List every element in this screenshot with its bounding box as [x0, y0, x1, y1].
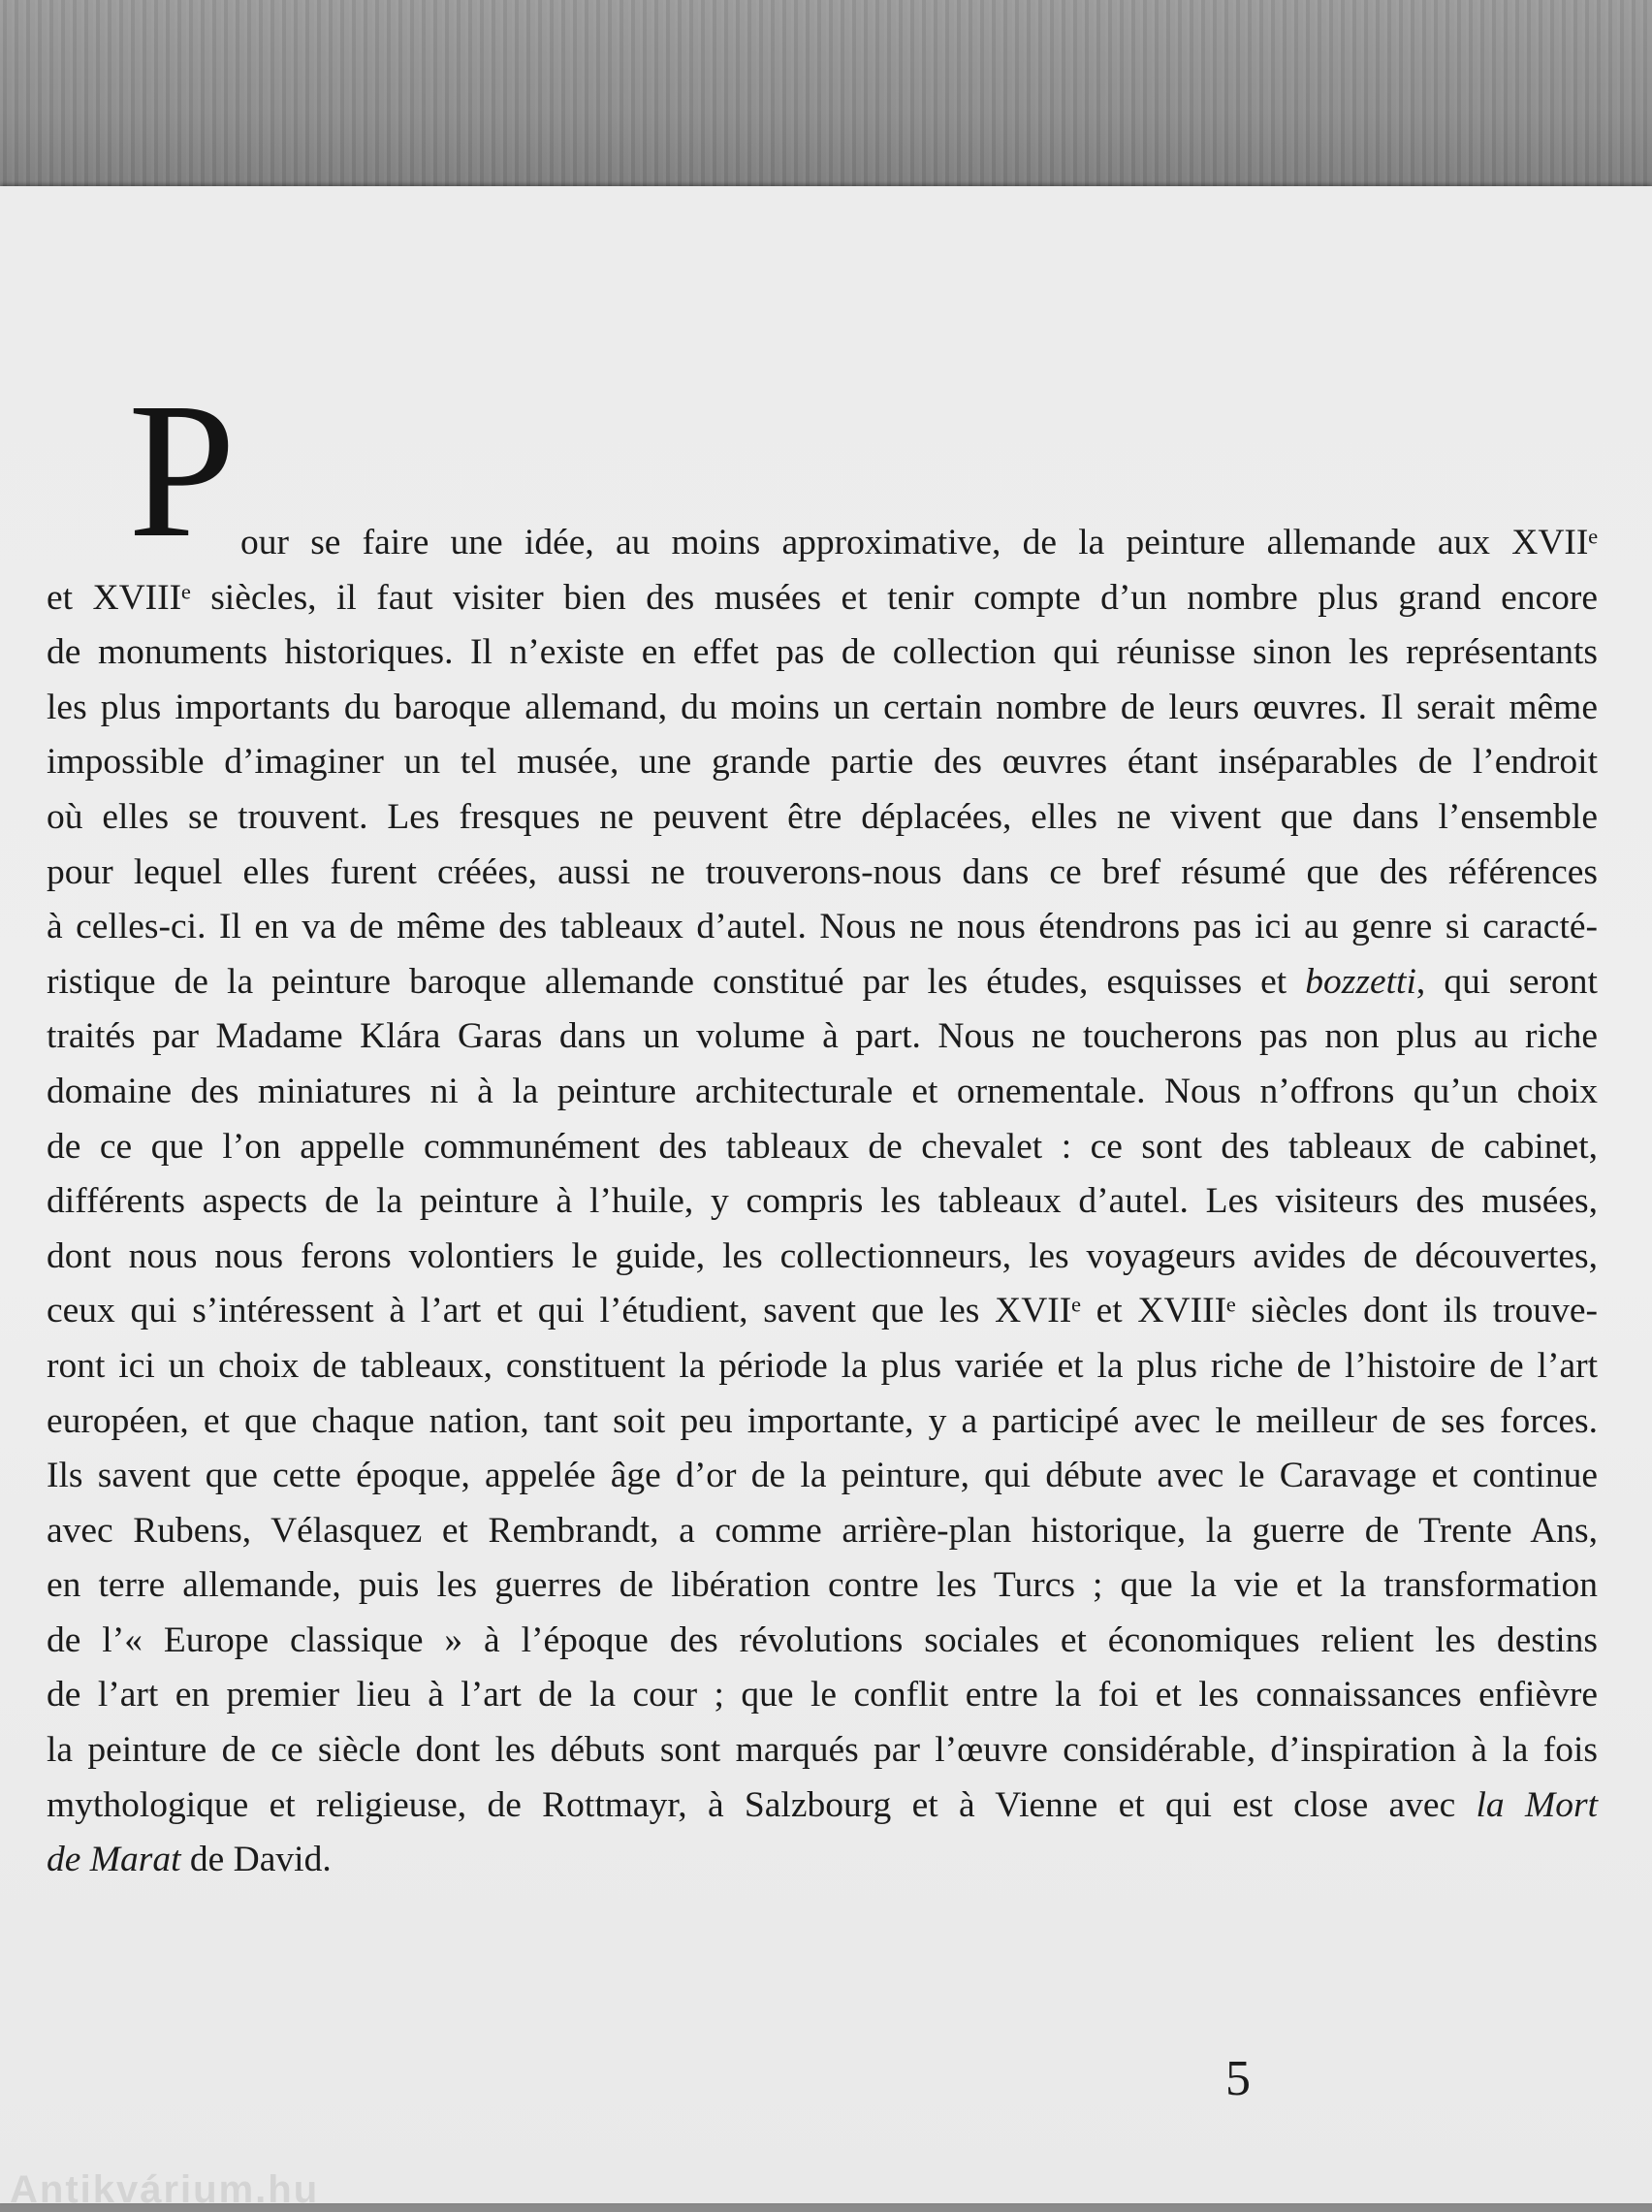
- drop-cap: P: [128, 364, 237, 578]
- text-line-23: la peinture de ce siècle dont les débuts sont marqués par l’œuvre considérable, d’inspiration à la fois: [47, 1730, 1598, 1771]
- text-line-15: ceux qui s’intéressent à l’art et qui l’étudient, savent que les XVIIᵉ et XVIIIᵉ siècles dont ils trouve-: [47, 1291, 1598, 1331]
- text-line-9-head: ristique de la peinture baroque allemande constitué par les études, esquisses et: [47, 961, 1306, 1002]
- text-line-14: dont nous nous ferons volontiers le guide, les collectionneurs, les voyageurs avides de découvertes,: [47, 1235, 1598, 1276]
- text-line-6: où elles se trouvent. Les fresques ne peuvent être déplacées, elles ne vivent que dans l’ensemble: [47, 796, 1598, 837]
- text-line-24: [47, 1779, 1598, 1834]
- text-line-20: en terre allemande, puis les guerres de libération contre les Turcs ; que la vie et la transformation: [47, 1565, 1598, 1606]
- text-line-17: européen, et que chaque nation, tant soit peu importante, y a participé avec le meilleur de ses forces.: [47, 1400, 1598, 1441]
- text-line-24-head: mythologique et religieuse, de Rottmayr, à Salzbourg et à Vienne et qui est close avec: [47, 1784, 1477, 1825]
- text-line-9-tail: , qui seront: [1415, 961, 1598, 1002]
- text-line-25-tail: de David.: [180, 1840, 332, 1880]
- text-line-3: de monuments historiques. Il n’existe en effet pas de collection qui réunisse sinon les représentants: [47, 632, 1598, 673]
- text-line-19: avec Rubens, Vélasquez et Rembrandt, a comme arrière-plan historique, la guerre de Trente Ans,: [47, 1510, 1598, 1551]
- text-line-10: traités par Madame Klára Garas dans un volume à part. Nous ne toucherons pas non plus au riche: [47, 1016, 1598, 1057]
- wood-surface-background: [0, 0, 1652, 189]
- text-line-5: impossible d’imaginer un tel musée, une grande partie des œuvres étant inséparables de l’endroit: [47, 742, 1598, 783]
- text-line-4: les plus importants du baroque allemand, du moins un certain nombre de leurs œuvres. Il serait même: [47, 687, 1598, 727]
- text-line-2: et XVIIIᵉ siècles, il faut visiter bien des musées et tenir compte d’un nombre plus grand encore: [47, 577, 1598, 618]
- text-line-22: de l’art en premier lieu à l’art de la cour ; que le conflit entre la foi et les connaissances enfièvre: [47, 1675, 1598, 1715]
- text-line-1: our se faire une idée, au moins approximative, de la peinture allemande aux XVIIᵉ: [240, 523, 1598, 562]
- text-line-8: à celles-ci. Il en va de même des tableaux d’autel. Nous ne nous étendrons pas ici au genre si caracté-: [47, 907, 1598, 947]
- watermark: Antikvárium.hu: [10, 2168, 320, 2211]
- text-line-21: de l’« Europe classique » à l’époque des révolutions sociales et économiques relient les destins: [47, 1619, 1598, 1660]
- text-line-12: de ce que l’on appelle communément des tableaux de chevalet : ce sont des tableaux de cabinet,: [47, 1126, 1598, 1167]
- text-line-11: domaine des miniatures ni à la peinture architecturale et ornementale. Nous n’offrons qu’un choix: [47, 1071, 1598, 1111]
- text-line-16: ront ici un choix de tableaux, constituent la période la plus variée et la plus riche de l’histoire de l’art: [47, 1345, 1598, 1386]
- text-line-18: Ils savent que cette époque, appelée âge d’or de la peinture, qui débute avec le Caravage et continue: [47, 1456, 1598, 1496]
- italic-la-mort: la Mort: [1476, 1784, 1598, 1825]
- body-text: [47, 516, 1598, 1888]
- text-line-7: pour lequel elles furent créées, aussi ne trouverons-nous dans ce bref résumé que des références: [47, 851, 1598, 892]
- page-number: 5: [1225, 2051, 1251, 2106]
- italic-bozzetti: bozzetti: [1305, 961, 1416, 1002]
- text-line-9: [47, 955, 1598, 1010]
- text-line-25: [47, 1833, 1598, 1888]
- italic-de-marat: de Marat: [47, 1840, 181, 1880]
- text-line-13: différents aspects de la peinture à l’huile, y compris les tableaux d’autel. Les visiteurs des musées,: [47, 1181, 1598, 1222]
